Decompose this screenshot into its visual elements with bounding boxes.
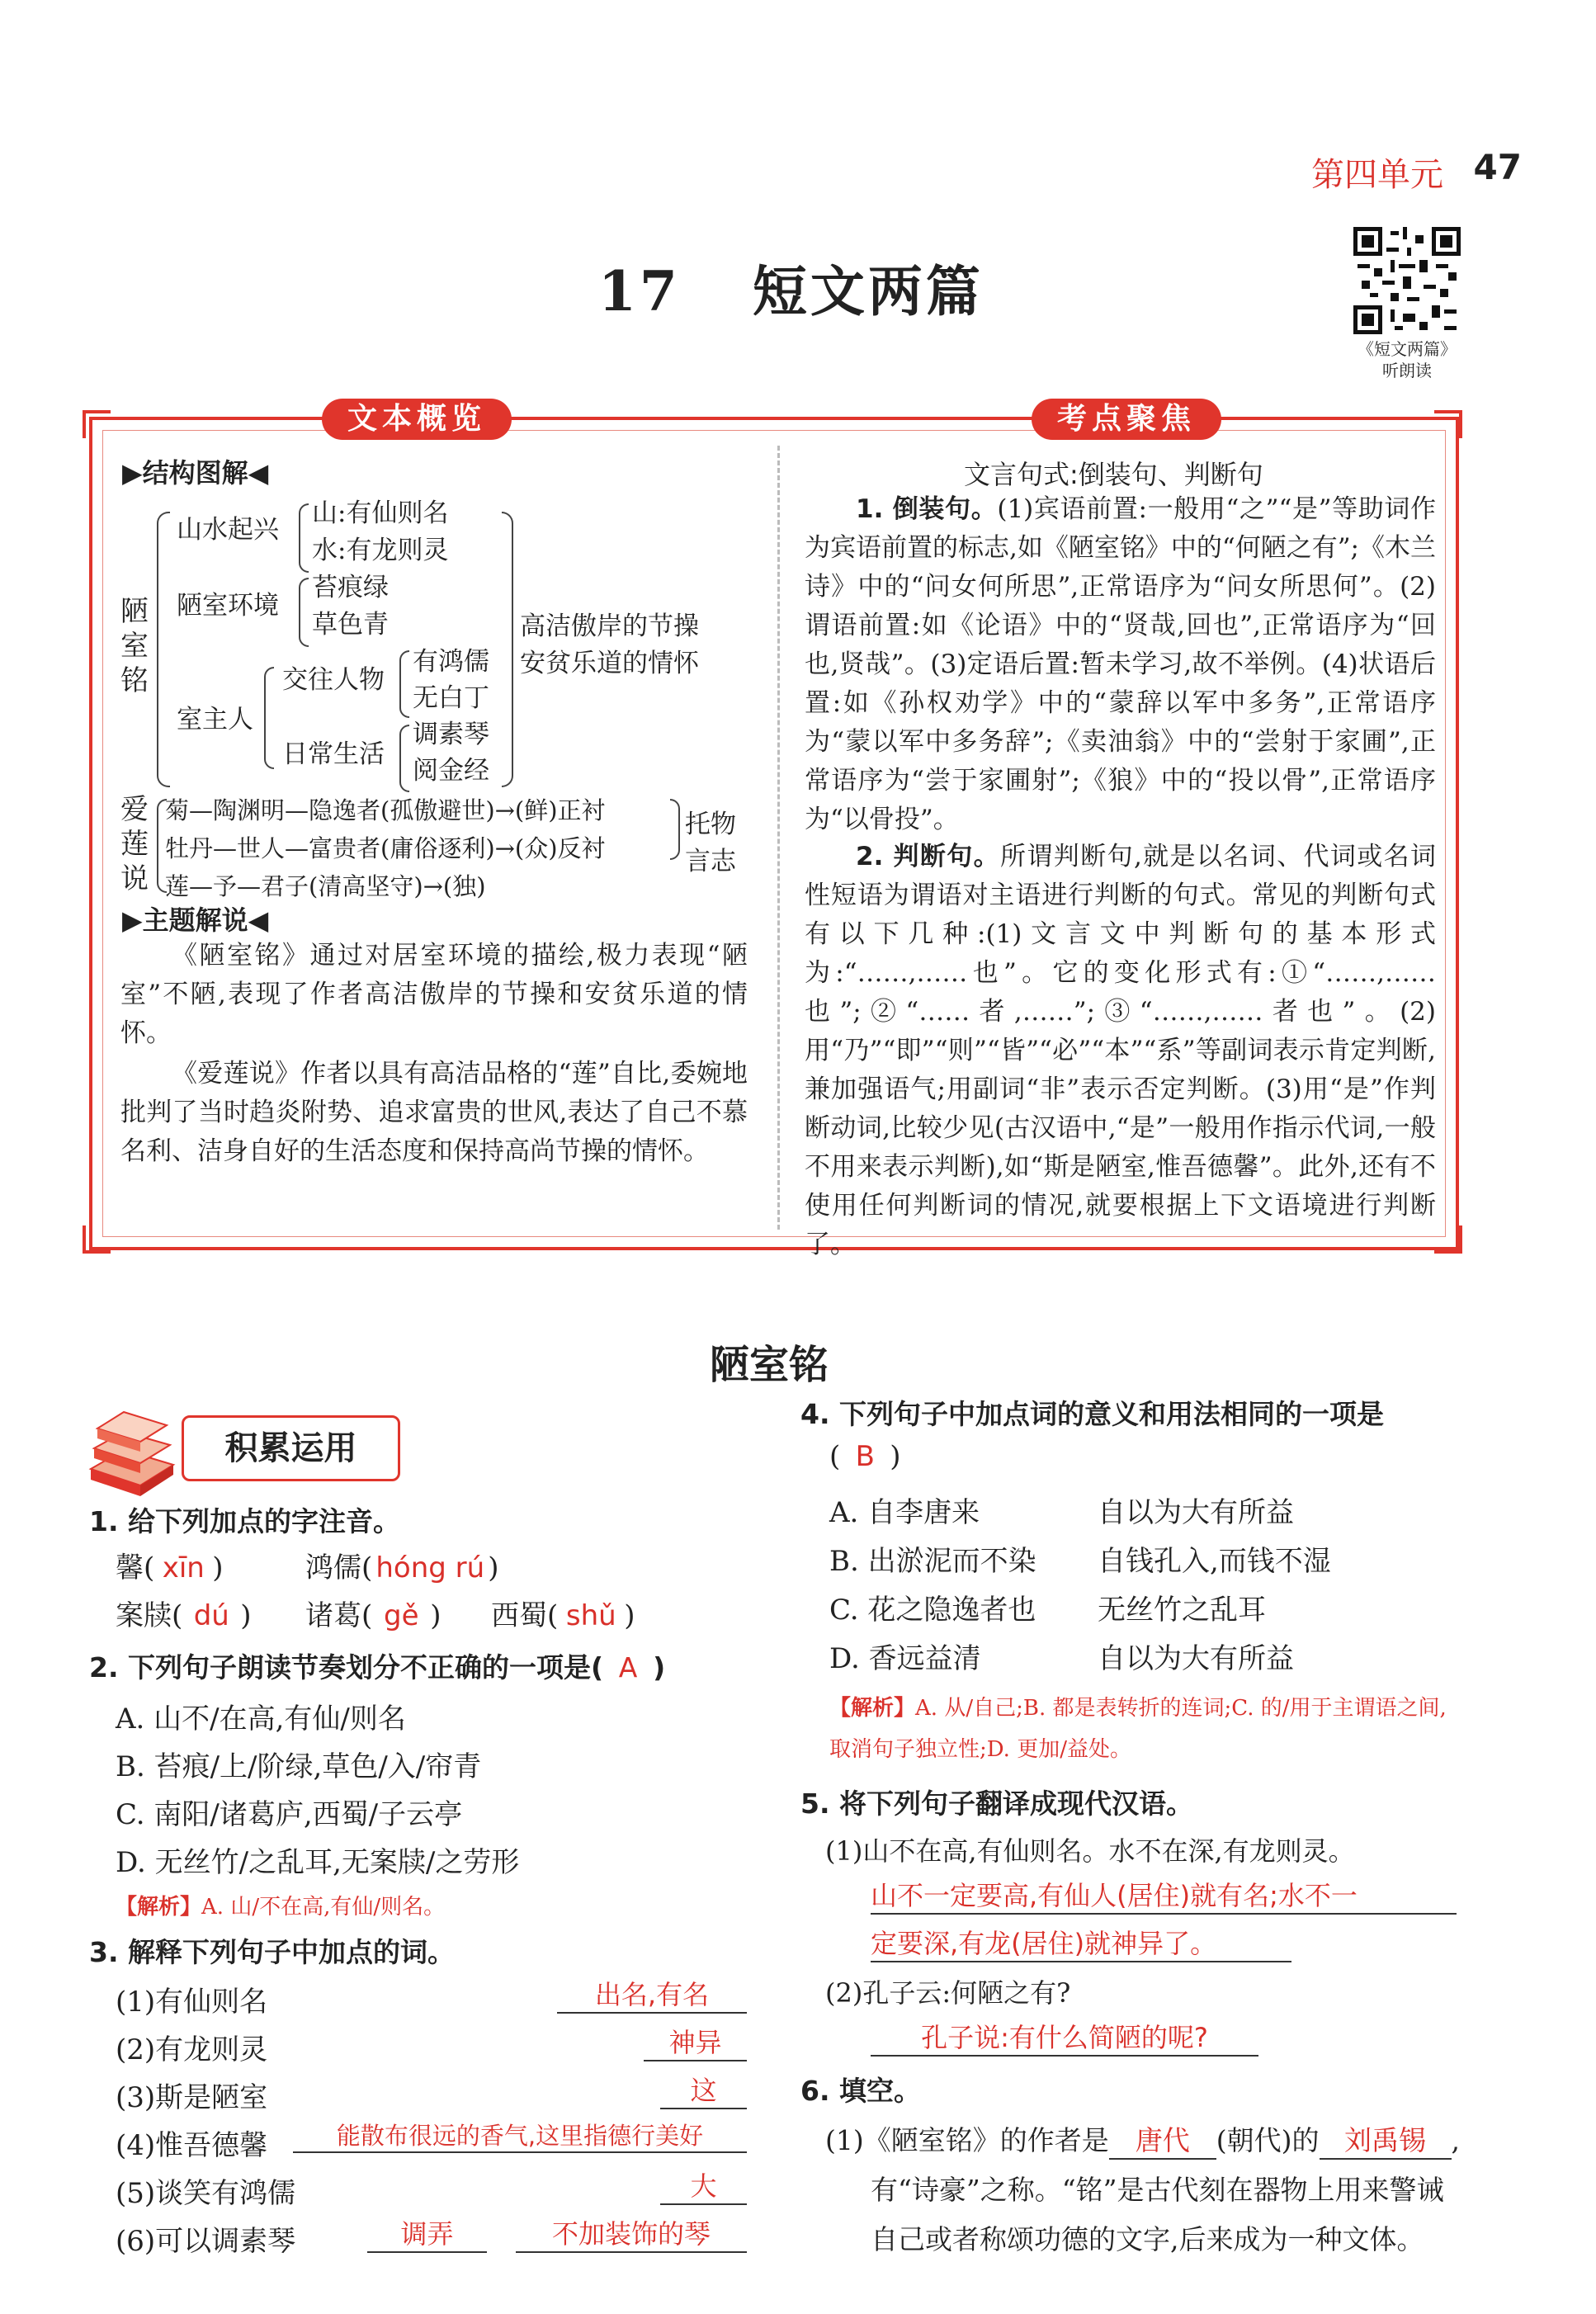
q2-analysis: 【解析】A. 山/不在高,有仙/则名。	[116, 1895, 446, 1920]
q4-row-c-left: C. 花之隐逸者也	[829, 1594, 1036, 1627]
q4-answer: ( B )	[829, 1440, 901, 1473]
q4-row-b-right: 自钱孔入,而钱不湿	[1098, 1545, 1331, 1578]
q2-option-d: D. 无丝竹/之乱耳,无案牍/之劳形	[116, 1846, 520, 1879]
q3-answer-4: 能散布很远的香气,这里指德行美好	[293, 2118, 747, 2153]
focus-label: 考点聚焦	[1032, 399, 1221, 440]
q6-line-1: (1)《陋室铭》的作者是 唐代 (朝代)的 刘禹锡 ,	[825, 2119, 1460, 2160]
q3-answer-5: 大	[660, 2165, 747, 2205]
qr-code-icon[interactable]	[1353, 227, 1461, 334]
tuowu-2: 言志	[685, 847, 736, 876]
q3-answer-6b: 不加装饰的琴	[516, 2213, 747, 2253]
q1-item: 馨( xīn )	[116, 1551, 224, 1584]
corner-ornament	[1434, 1225, 1462, 1254]
structure-heading: ▶结构图解◀	[122, 457, 269, 489]
q3-item-3: (3)斯是陋室	[116, 2081, 268, 2114]
shan-line: 山:有仙则名	[312, 498, 449, 528]
wubaiding: 无白丁	[413, 683, 489, 713]
ailian-line-3: 莲—予—君子(清高坚守)→(独)	[165, 872, 486, 900]
yuejinjing: 阅金经	[413, 756, 489, 786]
q1-stem: 1. 给下列加点的字注音。	[89, 1505, 400, 1537]
q1-item: 鸿儒( hóng rú )	[305, 1551, 499, 1584]
ailian-line-2: 牡丹—世人—富贵者(庸俗逐利)→(众)反衬	[165, 834, 606, 862]
theme-para-2: 《爱莲说》作者以具有高洁品格的“莲”自比,委婉地批判了当时趋炎附势、追求富贵的世风,表达了自己不慕名利、洁身自好的生活态度和保持高尚节操的情怀。	[120, 1059, 748, 1166]
q5-stem: 5. 将下列句子翻译成现代汉语。	[800, 1787, 1193, 1820]
q5-answer-1a: 山不一定要高,有仙人(居住)就有名;水不一	[871, 1875, 1457, 1915]
lesson-title	[598, 248, 984, 326]
q3-answer-3: 这	[660, 2070, 747, 2109]
q4-row-d-right: 自以为大有所益	[1098, 1642, 1294, 1675]
conclusion-1: 高洁傲岸的节操	[520, 612, 699, 641]
q3-answer-6a: 调弄	[367, 2213, 487, 2253]
lsm-title: 陋室铭	[120, 595, 149, 697]
focus-para-2: 2. 判断句。所谓判断句,就是以名词、代词或名词性短语为谓语对主语进行判断的句式。常见的判断句式有以下几种:(1)文言文中判断句的基本形式为:“……,……也”。它的变化形式有:①“……,……也”;②“……者,……”;③“……,……者也”。(2)用“乃”“即”“则”“皆”“必”“本”“系”等副词表示肯定判断,兼加强语气;用副词“非”表示否定判断。(3)用“是”作判断动词,比较少见(古汉语中,“是”一般用作指示代词,一般不用来表示判断),如“斯是陋室,惟吾德馨”。此外,还有不使用任何判断词的情况,就要根据上下文语境进行判断了。	[805, 842, 1436, 1259]
section-title: 陋室铭	[710, 1342, 829, 1388]
theme-heading: ▶主题解说◀	[122, 904, 269, 936]
q4-row-d-left: D. 香远益清	[829, 1642, 981, 1675]
q6-answer-1: 唐代	[1109, 2119, 1216, 2160]
q1-item: 案牍( dú )	[116, 1599, 252, 1632]
q3-item-2: (2)有龙则灵	[116, 2033, 268, 2066]
jiaowang: 交往人物	[282, 665, 385, 695]
brace	[502, 512, 513, 787]
brace	[399, 650, 409, 718]
column-divider	[777, 446, 780, 1230]
q6-line-2: 有“诗豪”之称。“铭”是古代刻在器物上用来警诫	[871, 2174, 1444, 2206]
corner-ornament	[83, 410, 111, 438]
q1-item: 诸葛( gě )	[305, 1599, 441, 1632]
brace	[399, 725, 409, 792]
q5-sentence-2: (2)孔子云:何陋之有?	[825, 1977, 1071, 2009]
q6-line-3: 自己或者称颂功德的文字,后来成为一种文体。	[871, 2223, 1424, 2255]
q2-option-c: C. 南阳/诸葛庐,西蜀/子云亭	[116, 1798, 463, 1831]
q2-option-b: B. 苔痕/上/阶绿,草色/入/帘青	[116, 1750, 482, 1783]
conclusion-2: 安贫乐道的情怀	[520, 649, 699, 678]
q4-row-a-left: A. 自李唐来	[829, 1496, 980, 1529]
brace	[157, 512, 170, 787]
books-icon	[83, 1407, 177, 1498]
page-number: 47	[1473, 147, 1522, 187]
q4-row-c-right: 无丝竹之乱耳	[1098, 1594, 1266, 1627]
corner-ornament	[83, 1225, 111, 1254]
lesson-name: 短文两篇	[752, 259, 984, 323]
corner-ornament	[1434, 410, 1462, 438]
q2-stem: 2. 下列句子朗读节奏划分不正确的一项是( A )	[89, 1651, 666, 1684]
focus-subtitle: 文言句式:倒装句、判断句	[964, 459, 1263, 490]
brace	[670, 799, 680, 860]
q3-answer-1: 出名,有名	[557, 1974, 747, 2014]
brace	[299, 503, 309, 573]
q6-stem: 6. 填空。	[800, 2075, 921, 2107]
unit-label: 第四单元	[1311, 156, 1443, 194]
taihen-line: 苔痕绿	[312, 573, 389, 602]
tiaosuqin: 调素琴	[413, 720, 489, 749]
q5-sentence-1: (1)山不在高,有仙则名。水不在深,有龙则灵。	[825, 1835, 1355, 1867]
richang: 日常生活	[282, 739, 385, 769]
q3-item-5: (5)谈笑有鸿儒	[116, 2177, 296, 2210]
q3-item-4: (4)惟吾德馨	[116, 2129, 268, 2162]
qr-caption: 《短文两篇》 听朗读	[1358, 339, 1457, 380]
focus-para-1: 1. 倒装句。(1)宾语前置:一般用“之”“是”等助词作为宾语前置的标志,如《陋室铭》中的“何陋之有”;《木兰诗》中的“问女何所思”,正常语序为“问女所思何”。(2)谓语前置:如《论语》中的“贤哉,回也”,正常语序为“回也,贤哉”。(3)定语后置:暂未学习,故不举例。(4)状语后置:如《孙权劝学》中的“蒙辞以军中多务”,正常语序为“蒙以军中多务辞”;《卖油翁》中的“尝射于家圃”,正常语序为“尝于家圃射”;《狼》中的“投以骨”,正常语序为“以骨投”。	[805, 494, 1437, 834]
group-zhuren: 室主人	[177, 705, 253, 734]
q4-stem: 4. 下列句子中加点词的意义和用法相同的一项是	[800, 1398, 1384, 1430]
brace	[299, 578, 309, 647]
q6-answer-2: 刘禹锡	[1320, 2119, 1452, 2160]
q3-item-1: (1)有仙则名	[116, 1986, 268, 2019]
theme-para-1: 《陋室铭》通过对居室环境的描绘,极力表现“陋室”不陋,表现了作者高洁傲岸的节操和安贫乐道的情怀。	[120, 941, 748, 1048]
q5-answer-1b: 定要深,有龙(居住)就神异了。	[871, 1923, 1291, 1962]
tuowu-1: 托物	[685, 810, 736, 839]
group-huanjing: 陋室环境	[177, 591, 279, 621]
q2-option-a: A. 山不/在高,有仙/则名	[116, 1702, 406, 1736]
group-shanshui: 山水起兴	[177, 515, 279, 545]
q4-analysis: 【解析】A. 从/自己;B. 都是表转折的连词;C. 的/用于主谓语之间,取消句子独立性;D. 更加/益处。	[829, 1696, 1447, 1762]
lesson-number: 17	[598, 259, 681, 323]
caose-line: 草色青	[312, 610, 389, 640]
shui-line: 水:有龙则灵	[312, 536, 449, 565]
section-label: 积累运用	[182, 1415, 400, 1481]
ailian-title: 爱莲说	[120, 793, 149, 895]
q4-row-a-right: 自以为大有所益	[1098, 1496, 1294, 1529]
overview-label: 文本概览	[322, 399, 512, 440]
youhongru: 有鸿儒	[413, 647, 489, 677]
q4-row-b-left: B. 出淤泥而不染	[829, 1545, 1036, 1578]
q3-stem: 3. 解释下列句子中加点的词。	[89, 1936, 455, 1968]
q1-item: 西蜀( shǔ )	[491, 1599, 635, 1632]
q5-answer-2: 孔子说:有什么简陋的呢?	[871, 2017, 1258, 2057]
q3-item-6: (6)可以调素琴	[116, 2225, 296, 2258]
brace	[264, 667, 274, 769]
ailian-line-1: 菊—陶渊明—隐逸者(孤傲避世)→(鲜)正衬	[165, 796, 606, 824]
q3-answer-2: 神异	[644, 2022, 747, 2061]
